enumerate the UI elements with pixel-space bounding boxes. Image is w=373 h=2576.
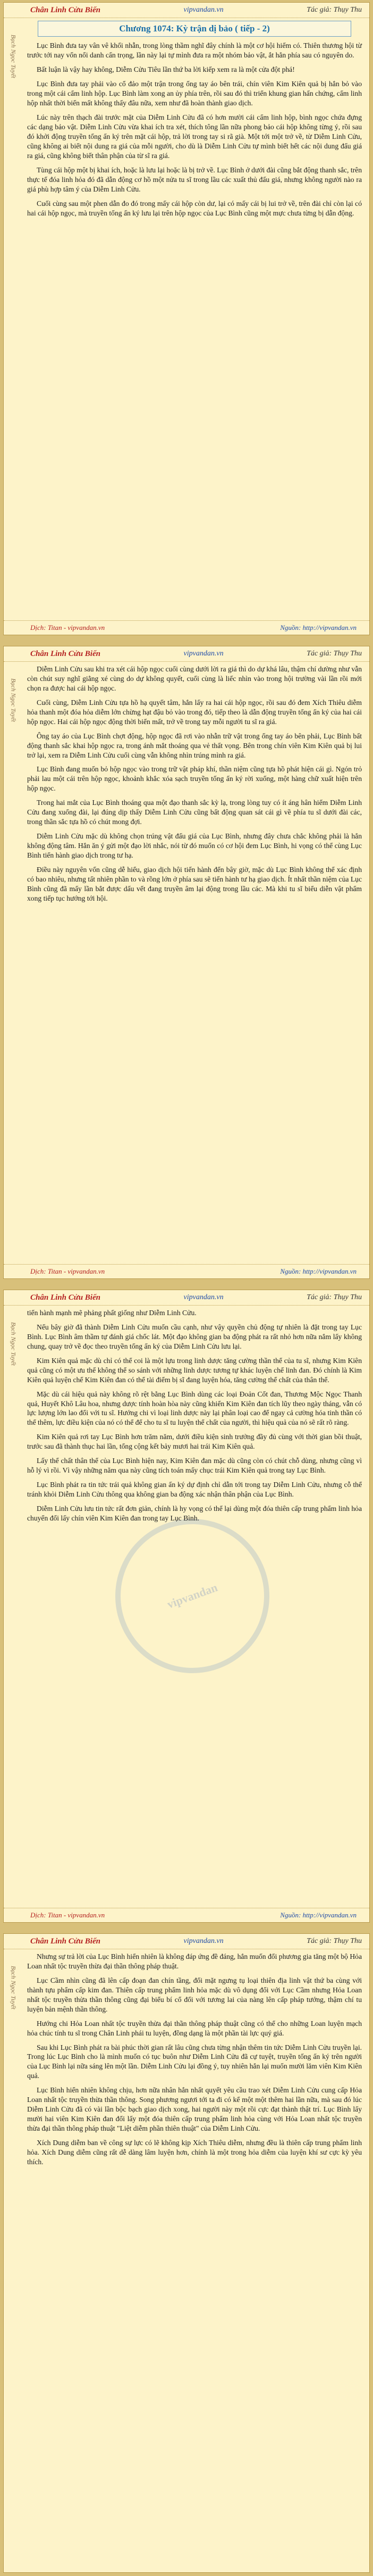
paragraph: Lục Bình đưa tay vân vê khối nhẫn, trong lòng thầm nghĩ đây chính là một cơ hội hiếm có. Thiên thương hội từ trước tới nay vốn nổi danh cẩn trọng, lần này lại tự mình đưa ra một nhóm bảo vật, ắt hẳn phía sau có nguyên do. [27, 41, 362, 60]
side-label: Bạch Ngọc Tuyết [10, 678, 18, 722]
translator-credit: Dịch: Titan - vipvandan.vn [30, 624, 105, 631]
series-title: Chân Linh Cửu Biến [30, 649, 100, 658]
author-line: Tác giả: Thụy Thu [307, 1293, 362, 1301]
translator-credit: Dịch: Titan - vipvandan.vn [30, 1911, 105, 1919]
paragraph: Tùng cái hộp một bị khai ích, hoặc là lưu lại hoặc là bị trở về. Lục Bình ở dưới đài cũng bắt động thanh sắc, trên thực tế đóa linh hỏa đó đã dẫn động cơ hồ một nửa tu sĩ trong lầu các xuất thủ đấu giá, nhưng không người nào ra giá phù hợp tâm ý của Diễm Linh Cửu. [27, 165, 362, 193]
paragraph: Cuối cùng, Diễm Linh Cửu tựa hồ hạ quyết tâm, hắn lấy ra hai cái hộp ngọc, rồi sau đó đem Xích Thiêu diễm hỏa thanh một đóa hỏa diễm lớn chừng hạt đậu bỏ vào trong đó, tiếp theo là dẫn động truyền tống ấn ký của hai cái hộp ngọc. Hai cái hộp ngọc động thời biến mất, trở về trong tay mỗi người tu sĩ ra giá. [27, 698, 362, 726]
page-2 [3, 646, 370, 1279]
site-name: vipvandan.vn [183, 6, 224, 14]
side-label: Bạch Ngọc Tuyết [10, 35, 18, 78]
paragraph: Mặc dù cái hiệu quả này không rõ rệt bằng Lục Bình dùng các loại Đoản Cốt đan, Thương Mộc Ngọc Thanh quả, Huyết Khô Lâu hoa, nhưng dược tính hoàn hòa này cũng khiến Kim Kiên đan tích lũy theo ngày tháng, vẫn có lực lượng lớn lao đối với tu sĩ. Hướng chi vì loại linh dược này lại phân loại cao để ngay cả cường hóa tinh thần có thể thêm, lực điều kiện của nó có thể để cho tu sĩ tu luyện thể chất của người, thì hiệu quả của nó sẽ rất rõ ràng. [27, 1390, 362, 1427]
paragraph: Ông tay áo của Lục Bình chợt động, hộp ngọc đã rơi vào nhẫn trữ vật trong ống tay áo bên phải, Lục Bình bất động thanh sắc khai hộp ngọc ra, trong ánh mắt thoáng qua vẻ thất vọng. Bên trong chín viên Kim Kiên quả bị lui trở lại, xem ra Diễm Linh Cửu cuối cùng vẫn không nhìn trúng mình ra giá. [27, 732, 362, 759]
chapter-title: Chương 1074: Kỳ trận dị bảo ( tiếp - 2) [38, 21, 351, 37]
page-content [27, 664, 362, 1261]
paragraph: Lấy thể chất thân thể của Lục Bình hiện nay, Kim Kiên đan mặc dù cũng còn có chút chỗ dùng, nhưng cũng vì hỗ lý vì rồi. Vì vậy những năm qua này cũng tích toán mấy chục trái Kim Kiên quả trong tay Lục Bình. [27, 1457, 362, 1475]
page-1 [3, 2, 370, 635]
author-line: Tác giả: Thụy Thu [307, 650, 362, 658]
page-3 [3, 1290, 370, 1923]
paragraph: tiến hành mạnh mẽ phảng phất giống như Diễm Linh Cửu. [27, 1309, 197, 1317]
page-header [4, 646, 369, 662]
translator-credit: Dịch: Titan - vipvandan.vn [30, 1267, 105, 1275]
watermark-seal: vipvandan [94, 1497, 291, 1695]
paragraph: Kim Kiên quả mặc dù chỉ có thể coi là một lựu trong linh dược tăng cường thần thể của tu sĩ, nhưng Kim Kiên quả cũng có một ưu thế không thể so sánh với những linh dược tương tự khác luyện chế linh đan. Đó chính là Kim Kiên quả luyện chế Kim Kiên đan có thể tài điểm bị sĩ đang luyện hóa, tăng cường thể chất của thân thể. [27, 1356, 362, 1384]
paragraph: Lục Bình phát ra tin tức trái quả không gian ấn ký dự định chỉ dẫn tới trong tay Diễm Linh Cửu, nhưng cỗ thể tránh khỏi Diễm Linh Cửu thông qua không gian ba động xác nhận thân phận của Lục Bình. [27, 1481, 362, 1498]
page-4 [3, 1933, 370, 2573]
paragraph: Diễm Linh Cửu sau khi tra xét cái hộp ngọc cuối cùng dưới lời ra giá thì do dự khá lâu, thậm chí dường như vẫn còn chút suy nghĩ giằng xé cùng do dự không quyết, cuối cùng là liếc nhìn vào trong hội trường vài lần rồi mới chọn ra được hai cái hộp ngọc. [27, 665, 362, 692]
series-title: Chân Linh Cửu Biến [30, 1937, 100, 1946]
page-header [4, 1934, 369, 1949]
site-name: vipvandan.vn [183, 1293, 224, 1301]
page-footer [4, 1264, 369, 1278]
page-footer [4, 1908, 369, 1922]
series-title: Chân Linh Cửu Biến [30, 1293, 100, 1302]
side-label: Bạch Ngọc Tuyết [10, 1322, 18, 1366]
site-name: vipvandan.vn [183, 650, 224, 658]
paragraph: Diễm Linh Cửu lưu tin tức rất đơn giản, chính là hy vọng có thể lại dùng một đóa thiên cấp trung phẩm linh hỏa chuyển đổi lấy chín viên Kim Kiên đan trong tay Lục Bình. [27, 1504, 362, 1522]
paragraph: Lúc này trên thạch đài trước mặt của Diễm Linh Cửu đã có hơn mười cái cẩm linh hộp, bình ngọc chứa đựng các dạng bảo vật. Diễm Linh Cửu vừa khai ích tra xét, thích tông lần nữa phong bảo cái hộp không từng ý, rồi sau đó khởi động truyền tống ấn ký trên mặt cái hộp, trả lời trong tay si rã già. Một tới một trở về, từ Diễm Linh Cửu, cũng không ai biết nội dung ra giá của mỗi người, cho dù là Diễm Linh Cửu tự mình biết hết các nội dung đấu giá ra giá, cũng không biết thân phận của từ sĩ ra giá. [27, 113, 362, 160]
series-title: Chân Linh Cửu Biến [30, 5, 100, 14]
paragraph: Kim Kiên quả rơi tay Lục Bình hơn trăm năm, dưới điều kiện sinh trưởng đầy đủ cùng với thời gian bồi thuật, trước sau đã thành thục hai lần, tổng cộng kết bảy mươi hai trái Kim Kiên quả. [27, 1433, 362, 1451]
paragraph: Xích Dung diễm ban về công sự lực có lẽ không kịp Xích Thiêu diễm, nhưng đều là thiên cấp trung phẩm linh hỏa. Xích Dung diễm cũng rất dễ dàng lâm luyện hơn, chính là một trong hỏa diễm của luyện khí sư cực kỳ yêu thích. [27, 2138, 362, 2166]
side-label: Bạch Ngọc Tuyết [10, 1966, 18, 2009]
page-footer [4, 620, 369, 635]
paragraph: Lục Cầm nhìn cũng đã lên cấp đoạn đan chín tầng, đối mặt ngưng tụ loại thiên địa linh vật thứ ba cùng với thành tựu phẩm cấp kim đan. Thiên cấp trung phẩm linh hỏa mặc dù vô dụng đối với Lục Cầm nhưng Hỏa Loan nhất tộc truyền thừa thần thông cũng đại biểu bí cổ đối với tương lai của nàng lên cấp pháp tướng, thậm chí tu luyện bản mệnh thần thông. [27, 1976, 362, 2013]
paragraph: Nhưng sự trả lời của Lục Bình hiển nhiên là không đáp ứng đề đáng, hắn muốn đổi phương gia tăng một bộ Hỏa Loan nhất tộc truyền thừa đại thần thông pháp thuật. [27, 1952, 362, 1970]
paragraph: Lục Bình đang muốn bỏ hộp ngọc vào trong trữ vật pháp khí, thần niệm cũng tựa hồ phát hiện cái gì. Ngón trỏ phải lau một cái trên hộp ngọc, khoảnh khắc xóa sạch truyền tống ấn ký rời xuống, một hàng chữ xuất hiện trên hộp ngọc. [27, 765, 362, 793]
paragraph: Diễm Linh Cửu mặc dù không chọn trúng vật đấu giá của Lục Bình, nhưng đây chưa chắc không phải là hắn không động tâm. Hắn ăn ý gửi một đạo lời nhắc, nói từ đó muốn có cơ hội đem Lục Bình, hi vọng có thể cùng Lục Bình tiến hành giao dịch trong tư hạ. [27, 832, 362, 859]
page-header [4, 3, 369, 18]
page-content [27, 21, 362, 618]
site-name: vipvandan.vn [183, 1937, 224, 1945]
source-link[interactable]: Nguồn: http://vipvandan.vn [280, 1267, 357, 1275]
paragraph: Sau khi Lục Bình phát ra bài phúc thời gian rất lâu cũng chưa từng nhận thêm tin tức Diễm Linh Cửu truyền lại. Trong lúc Lục Bình cho là mình muốn có tục buôn như Diễm Linh Cửu đã cự tuyệt, truyền tống ấn ký trên người của Lục Bình lại nữa sáng lên một lần. Diễm Linh Cửu lại đồng ý, tuy nhiên hắn lại muốn mười lăm viên Kim Kiên quả. [27, 2043, 362, 2080]
author-line: Tác giả: Thụy Thu [307, 1937, 362, 1945]
paragraph: Cuối cùng sau một phen dẫn đo đó trong mấy cái hộp còn dư, lại có mấy cái bị lui trở về, trên đài chỉ còn lại có hai cái hộp ngọc, mà truyền tống ấn ký lưu lại trên hộp ngọc của Lục Bình cũng một mực chưa từng bị dẫn động. [27, 199, 362, 217]
source-link[interactable]: Nguồn: http://vipvandan.vn [280, 624, 357, 631]
paragraph: Bất luận là vậy hay không, Diễm Cửu Tiêu lần thứ ba lời kiếp xem ra là một cửa đột phá! [37, 65, 295, 74]
author-line: Tác giả: Thụy Thu [307, 6, 362, 14]
paragraph: Hướng chi Hỏa Loan nhất tộc truyền thừa đại thần thông pháp thuật cũng có thể cho những Loan luyện mạch hỏa chúc tính tu sĩ trong Chân Linh phái tu luyện, đồng dạng là một phần tài lực quý giá. [27, 2019, 362, 2037]
source-link[interactable]: Nguồn: http://vipvandan.vn [280, 1911, 357, 1919]
paragraph: Nếu bây giờ đã thành Diễm Linh Cửu muốn cầu cạnh, như vậy quyền chủ động tự nhiên là đặt trong tay Lục Bình. Lục Bình âm thầm tự đánh giá chốc lát. Một đạo không gian ba động phát ra rất nhỏ hơn nữa nắm lấy không chung, quay trở về đọc theo truyền tống ấn ký của Diễm Linh Cửu lưu lại. [27, 1323, 362, 1350]
page-content [27, 1308, 362, 1905]
paragraph: Lục Bình đưa tay phải vào cổ đảo một trận trong ống tay áo bên trái, chín viên Kim Kiên quả bị hắn bỏ vào trong một cái cẩm linh hộp. Lục Bình làm xong an ủy phía trên, rồi sau đó thì triển khung gian hấn chứng, cẩm linh hộp nhất thời biến mất không thấy đâu nữa, xem như đã hoàn thành giao dịch. [27, 80, 362, 107]
paragraph: Điều này nguyên vốn cũng dễ hiểu, giao dịch hội tiến hành đến bây giờ, mặc dù Lục Bình không thể xác định có bao nhiêu, nhưng tất nhiên phần to và rồng lớn ở phía sau sẽ tiến hành tư hạ giao dịch. Ít nhất thần niệm của Lục Bình cũng đã mấy lần bắt được dấu vết đang truyền âm lại động trong lầu các. Mà khi tu sĩ biểu diễn vật phẩm xong tiếp tục hướng tới hội. [27, 865, 362, 902]
page-header [4, 1290, 369, 1306]
paragraph: Trong hai mắt của Lục Bình thoáng qua một đạo thanh sắc kỳ lạ, trong lòng tuy có ít áng hân hiếm Diễm Linh Cửu đang xuống đài, lại đúng dịp thấy Diễm Linh Cửu cũng bất động quan sát cái gì về phía tu sĩ dưới đài các, trong thần sắc tựa hồ có chút mong đợi. [27, 799, 362, 826]
paragraph: Lục Bình hiển nhiên không chịu, hơn nữa nhân hắn nhất quyết yêu cầu trao xét Diễm Linh Cửu cung cấp Hỏa Loan nhất tộc truyền thừa thần thông. Song phương ngươi tới ta đi có kể một một thêm hai lần nữa, mà sau đó lúc Diễm Linh Cửu đã có vài lần bộc bạch giao dịch xong, hai người này một rồi cực đạt thành thật trí. Lục Bình lấy mười hai viên Kim Kiên đan đổi lấy một đóa thiên cấp trung phẩm linh hỏa cùng với Hỏa Loan nhất tộc truyền thừa đại thần thông pháp thuật "Liệt diễm phần thiên thuật" của Diễm Linh Cửu. [27, 2086, 362, 2132]
page-content [27, 1952, 362, 2567]
